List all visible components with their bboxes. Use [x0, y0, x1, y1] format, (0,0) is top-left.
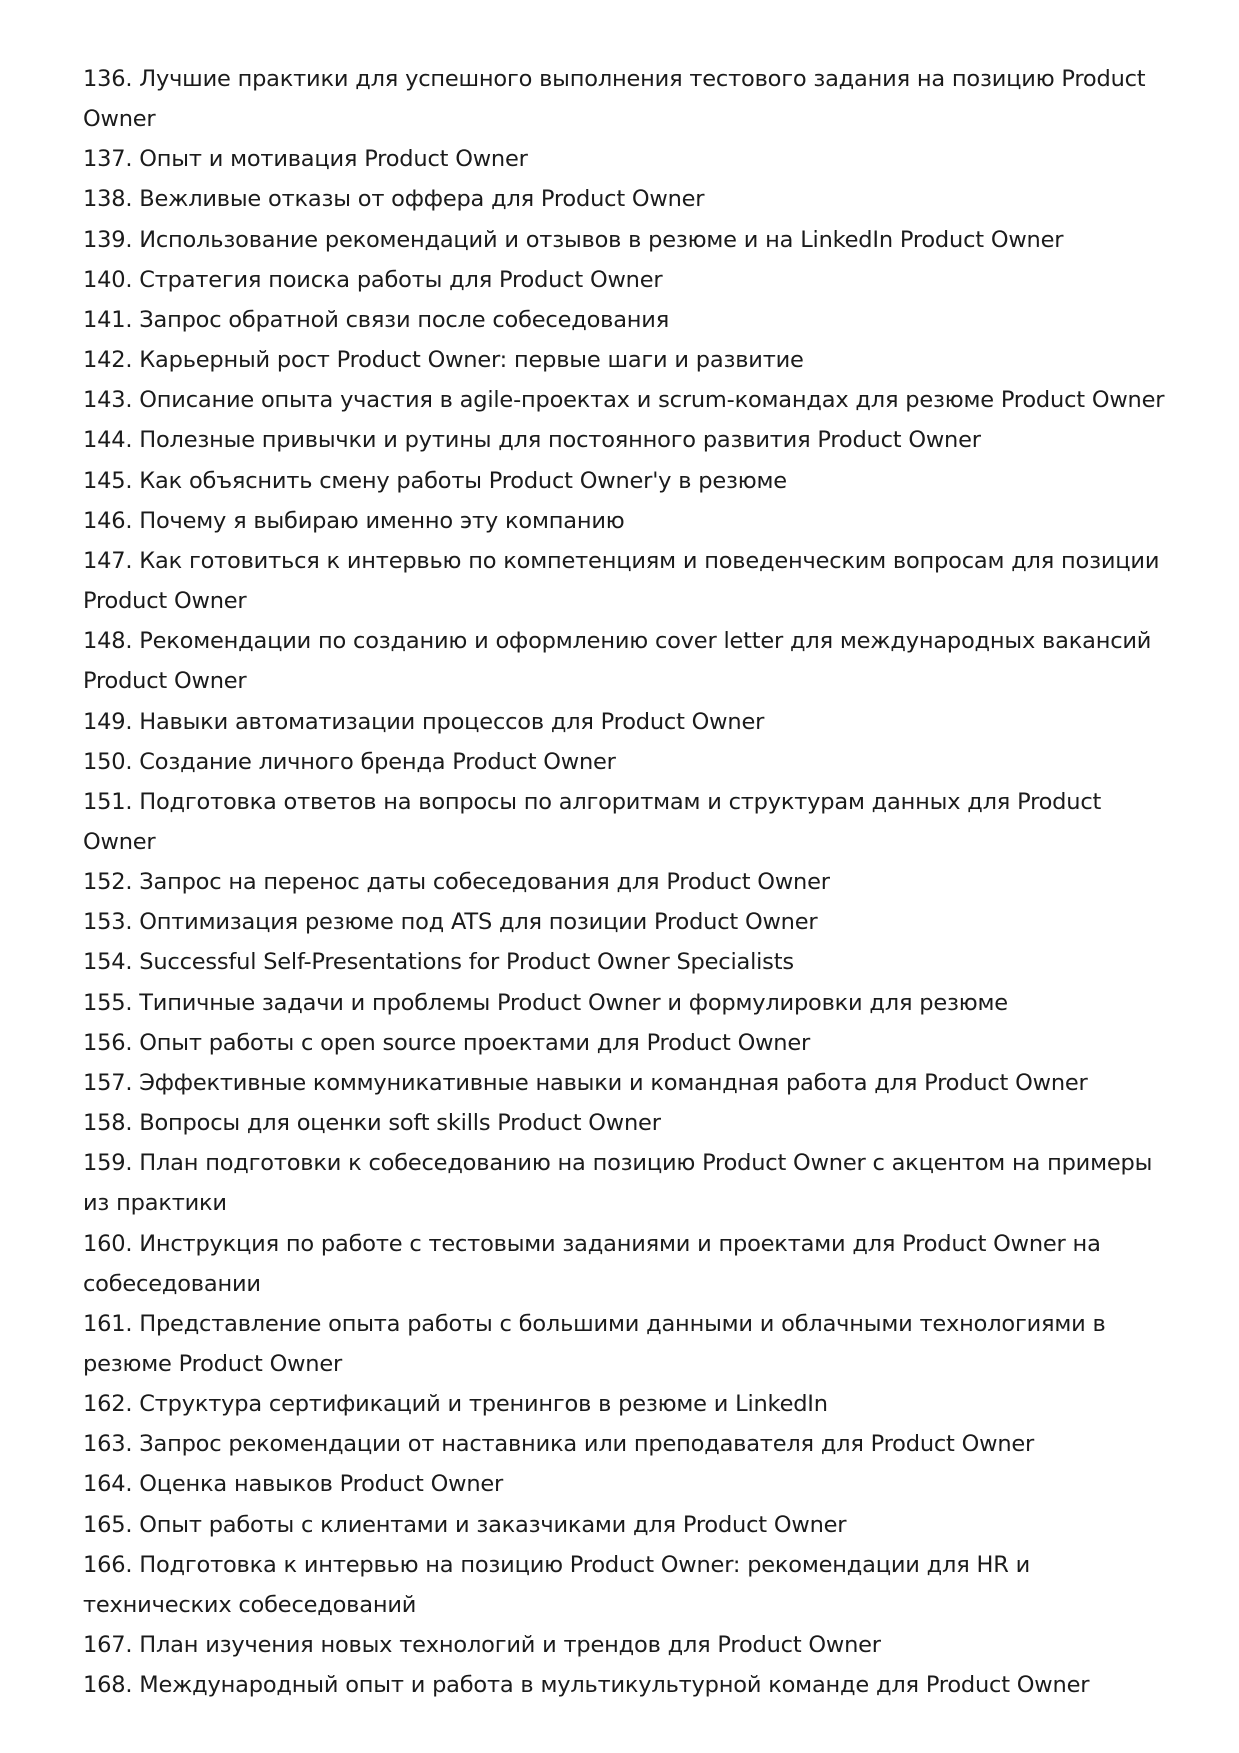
list-item: 145. Как объяснить смену работы Product Owner'у в резюме — [83, 467, 787, 494]
list-item: 148. Рекомендации по созданию и оформлению cover letter для международных вакансий Product Owner — [83, 628, 1152, 695]
list-item: 139. Использование рекомендаций и отзывов в резюме и на LinkedIn Product Owner — [83, 226, 1064, 253]
list-item: 147. Как готовиться к интервью по компетенциям и поведенческим вопросам для позиции Product Owner — [83, 547, 1160, 615]
list-item: 142. Карьерный рост Product Owner: первые шаги и развитие — [83, 347, 804, 374]
list-item: 153. Оптимизация резюме под ATS для позиции Product Owner — [83, 909, 818, 936]
list-item: 137. Опыт и мотивация Product Owner — [83, 146, 528, 173]
list-item: 155. Типичные задачи и проблемы Product Owner и формулировки для резюме — [83, 989, 1008, 1016]
list-item: 152. Запрос на перенос даты собеседования для Product Owner — [83, 869, 830, 896]
list-item: 164. Оценка навыков Product Owner — [83, 1471, 504, 1498]
list-item: 146. Почему я выбираю именно эту компанию — [83, 507, 625, 534]
list-item: 154. Successful Self-Presentations for Product Owner Specialists — [83, 949, 794, 976]
list-item: 144. Полезные привычки и рутины для постоянного развития Product Owner — [83, 427, 981, 454]
list-item: 140. Стратегия поиска работы для Product Owner — [83, 266, 663, 293]
list-item: 136. Лучшие практики для успешного выполнения тестового задания на позицию Product Owner — [83, 66, 1146, 133]
list-item: 141. Запрос обратной связи после собеседования — [83, 306, 670, 333]
list-item: 166. Подготовка к интервью на позицию Product Owner: рекомендации для HR и технических собеседований — [83, 1551, 1031, 1618]
list-item: 157. Эффективные коммуникативные навыки и командная работа для Product Owner — [83, 1069, 1088, 1096]
list-item: 159. План подготовки к собеседованию на позицию Product Owner с акцентом на примеры из практики — [83, 1150, 1153, 1217]
list-item: 156. Опыт работы с open source проектами для Product Owner — [83, 1029, 811, 1056]
list-item: 160. Инструкция по работе с тестовыми заданиями и проектами для Product Owner на собеседовании — [83, 1230, 1101, 1297]
list-item: 167. План изучения новых технологий и трендов для Product Owner — [83, 1632, 881, 1659]
list-item: 149. Навыки автоматизации процессов для Product Owner — [83, 708, 765, 735]
list-item: 143. Описание опыта участия в agile-проектах и scrum-командах для резюме Product Owner — [83, 387, 1165, 414]
list-item: 168. Международный опыт и работа в мультикультурной команде для Product Owner — [83, 1672, 1090, 1699]
list-item: 161. Представление опыта работы с большими данными и облачными технологиями в резюме Product Owner — [83, 1310, 1106, 1377]
list-item: 162. Структура сертификаций и тренингов в резюме и LinkedIn — [83, 1391, 828, 1418]
list-item: 165. Опыт работы с клиентами и заказчиками для Product Owner — [83, 1511, 847, 1538]
list-item: 163. Запрос рекомендации от наставника или преподавателя для Product Owner — [83, 1431, 1035, 1458]
list-item: 138. Вежливые отказы от оффера для Product Owner — [83, 186, 705, 213]
list-item: 151. Подготовка ответов на вопросы по алгоритмам и структурам данных для Product Owner — [83, 788, 1102, 855]
document-page — [83, 59, 1173, 1705]
list-item: 158. Вопросы для оценки soft skills Product Owner — [83, 1110, 661, 1137]
list-item: 150. Создание личного бренда Product Owner — [83, 748, 616, 775]
